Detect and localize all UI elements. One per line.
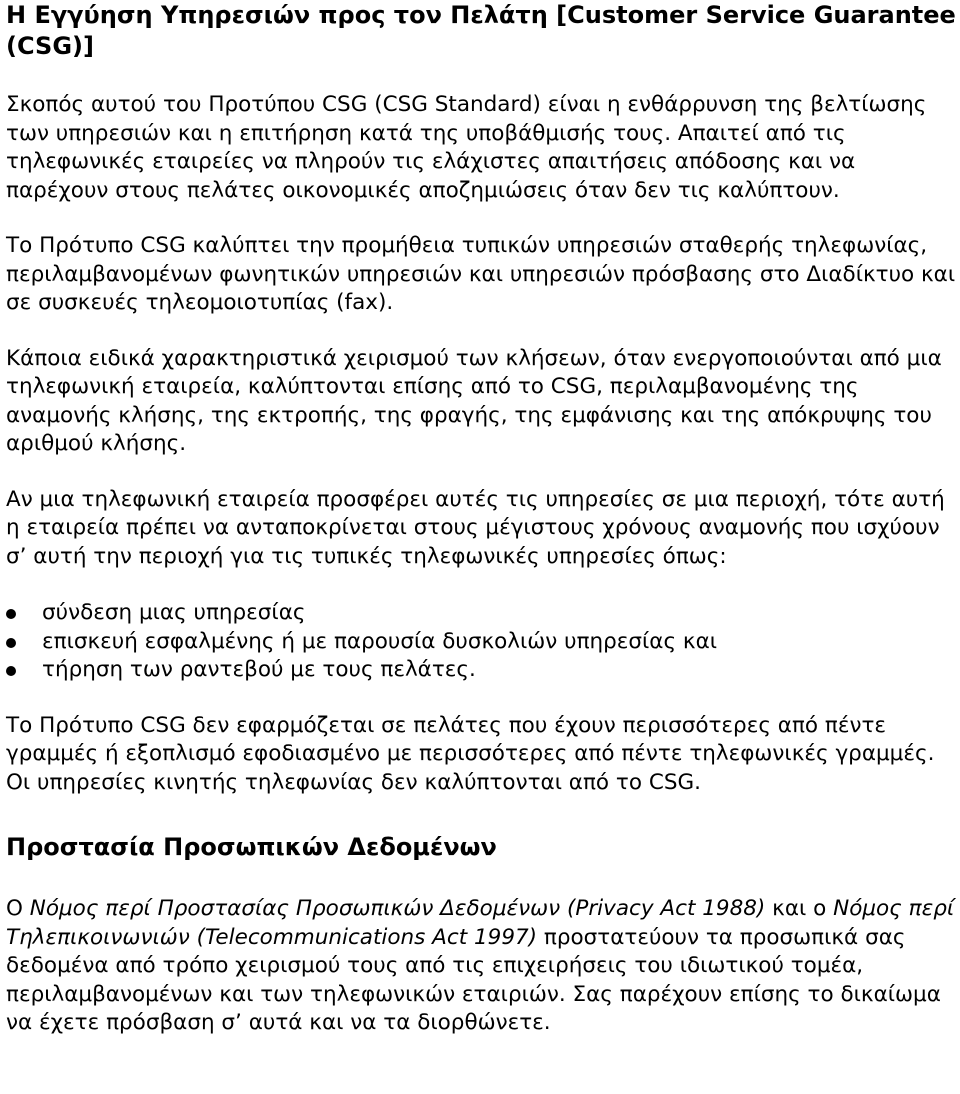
- telecom-act-title: Νόμος περί Τηλεπικοινωνιών (Telecommunications Act 1997): [6, 896, 955, 950]
- privacy-rest-text: προστατεύουν τα προσωπικά σας δεδομένα από τρόπο χειρισμού τους από τις επιχειρήσεις του ιδιωτικού τομέα, περιλαμβανομένων και των τηλεφωνικών εταιριών. Σας παρέχουν επίσης το δικαίωμα να έχετε πρόσβαση σ’ αυτά και να τα διορθώνετε.: [6, 924, 941, 1035]
- list-item: [6, 656, 958, 685]
- section-heading-privacy: Προστασία Προσωπικών Δεδομένων: [6, 833, 497, 861]
- privacy-intro-text: Ο: [6, 896, 30, 921]
- section-title: Η Εγγύηση Υπηρεσιών προς τον Πελάτη [Customer Service Guarantee (CSG)]: [6, 1, 956, 60]
- list-item-text: σύνδεση μιας υπηρεσίας: [42, 600, 306, 625]
- bullet-list: [6, 599, 958, 685]
- list-item: [6, 599, 958, 628]
- document-page: [6, 0, 958, 1038]
- bullet-icon: [6, 609, 16, 619]
- privacy-act-title: Νόμος περί Προστασίας Προσωπικών Δεδομένων (Privacy Act 1988): [29, 896, 766, 921]
- paragraph-coverage: Το Πρότυπο CSG καλύπτει την προμήθεια τυπικών υπηρεσιών σταθερής τηλεφωνίας, περιλαμβανομένων φωνητικών υπηρεσιών και υπηρεσιών πρόσβασης στο Διαδίκτυο και σε συσκευές τηλεομοιοτυπίας (fax).: [6, 233, 956, 315]
- paragraph-privacy: [6, 895, 958, 1038]
- paragraph-exclusions: Το Πρότυπο CSG δεν εφαρμόζεται σε πελάτες που έχουν περισσότερες από πέντε γραμμές ή εξοπλισμό εφοδιασμένο με περισσότερες από πέντε τηλεφωνικές γραμμές. Οι υπηρεσίες κινητής τηλεφωνίας δεν καλύπτονται από το CSG.: [6, 712, 935, 795]
- paragraph-call-features: Κάποια ειδικά χαρακτηριστικά χειρισμού των κλήσεων, όταν ενεργοποιούνται από μια τηλεφωνική εταιρεία, καλύπτονται επίσης από το CSG, περιλαμβανομένης της αναμονής κλήσης, της εκτροπής, της φραγής, της εμφάνισης και της απόκρυψης του αριθμού κλήσης.: [6, 345, 942, 456]
- list-item-text: τήρηση των ραντεβού με τους πελάτες.: [42, 657, 476, 682]
- list-item: [6, 628, 958, 657]
- paragraph-purpose: Σκοπός αυτού του Προτύπου CSG (CSG Standard) είναι η ενθάρρυνση της βελτίωσης των υπηρεσιών και η επιτήρηση κατά της υποβάθμισής τους. Απαιτεί από τις τηλεφωνικές εταιρείες να πληρούν τις ελάχιστες απαιτήσεις απόδοσης και να παρέχουν στους πελάτες οικονομικές αποζημιώσεις όταν δεν τις καλύπτουν.: [6, 92, 927, 203]
- list-item-text: επισκευή εσφαλμένης ή με παρουσία δυσκολιών υπηρεσίας και: [42, 628, 718, 654]
- bullet-icon: [6, 666, 16, 676]
- paragraph-wait-times: Αν μια τηλεφωνική εταιρεία προσφέρει αυτές τις υπηρεσίες σε μια περιοχή, τότε αυτή η εταιρεία πρέπει να ανταποκρίνεται στους μέγιστους χρόνους αναμονής που ισχύουν σ’ αυτή την περιοχή για τις τυπικές τηλεφωνικές υπηρεσίες όπως:: [6, 486, 945, 569]
- bullet-icon: [6, 638, 16, 648]
- privacy-connector-text: και ο: [765, 896, 834, 921]
